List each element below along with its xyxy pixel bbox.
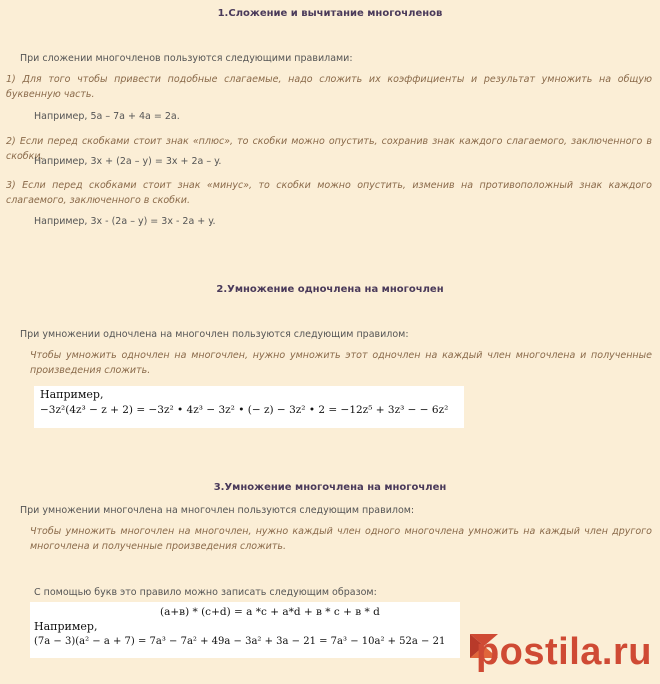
section3-example-formula: (7a − 3)(a² − a + 7) = 7a³ − 7a² + 49a − 3a² + 3a − 21 = 7a³ − 10a² + 52a − 21 (34, 636, 446, 647)
section3-general-formula: (a+в) * (c+d) = a *c + a*d + в * c + в * d (160, 606, 380, 618)
section2-heading: 2.Умножение одночлена на многочлен (216, 284, 444, 295)
section2-formula: −3z²(4z³ − z + 2) = −3z² • 4z³ − 3z² • (− z) − 3z² • 2 = −12z⁵ + 3z³ − − 6z² (40, 404, 449, 416)
section1-rule2: 2) Если перед скобками стоит знак «плюс», то скобки можно опустить, сохранив знак каждого слагаемого, заключенного в скобки. (6, 136, 652, 162)
section1-rule1: 1) Для того чтобы привести подобные слагаемые, надо сложить их коэффициенты и результат умножить на общую буквенную часть. (6, 74, 652, 100)
section3-intro: При умножении многочлена на многочлен пользуются следующим правилом: (20, 505, 415, 516)
section1-intro: При сложении многочленов пользуются следующими правилами: (20, 53, 353, 64)
section2-intro: При умножении одночлена на многочлен пользуются следующим правилом: (20, 329, 409, 340)
section3-rule: Чтобы умножить многочлен на многочлен, нужно каждый член одного многочлена умножить на каждый член другого многочлена и полученные произведения сложить. (30, 526, 652, 552)
section3-formula-intro: С помощью букв это правило можно записать следующим образом: (34, 587, 377, 598)
section1-example3: Например, 3x - (2a – y) = 3x - 2a + y. (34, 216, 216, 227)
section1-rule3: 3) Если перед скобками стоит знак «минус», то скобки можно опустить, изменив на противоположный знак каждого слагаемого, заключенного в скобки. (6, 180, 652, 206)
section3-example-label: Например, (34, 620, 98, 633)
section1-heading: 1.Сложение и вычитание многочленов (217, 8, 443, 19)
watermark[interactable]: postila.ru (475, 631, 652, 673)
section2-example-label: Например, (40, 388, 104, 401)
section1-example1: Например, 5a – 7a + 4a = 2a. (34, 111, 180, 122)
section2-rule: Чтобы умножить одночлен на многочлен, нужно умножить этот одночлен на каждый член многочлена и полученные произведения сложить. (30, 350, 652, 376)
section2-formula-box (34, 386, 464, 428)
section3-formula-box (30, 602, 460, 658)
section1-example2: Например, 3x + (2a – y) = 3x + 2a – y. (34, 156, 222, 167)
section3-heading: 3.Умножение многочлена на многочлен (213, 482, 447, 493)
